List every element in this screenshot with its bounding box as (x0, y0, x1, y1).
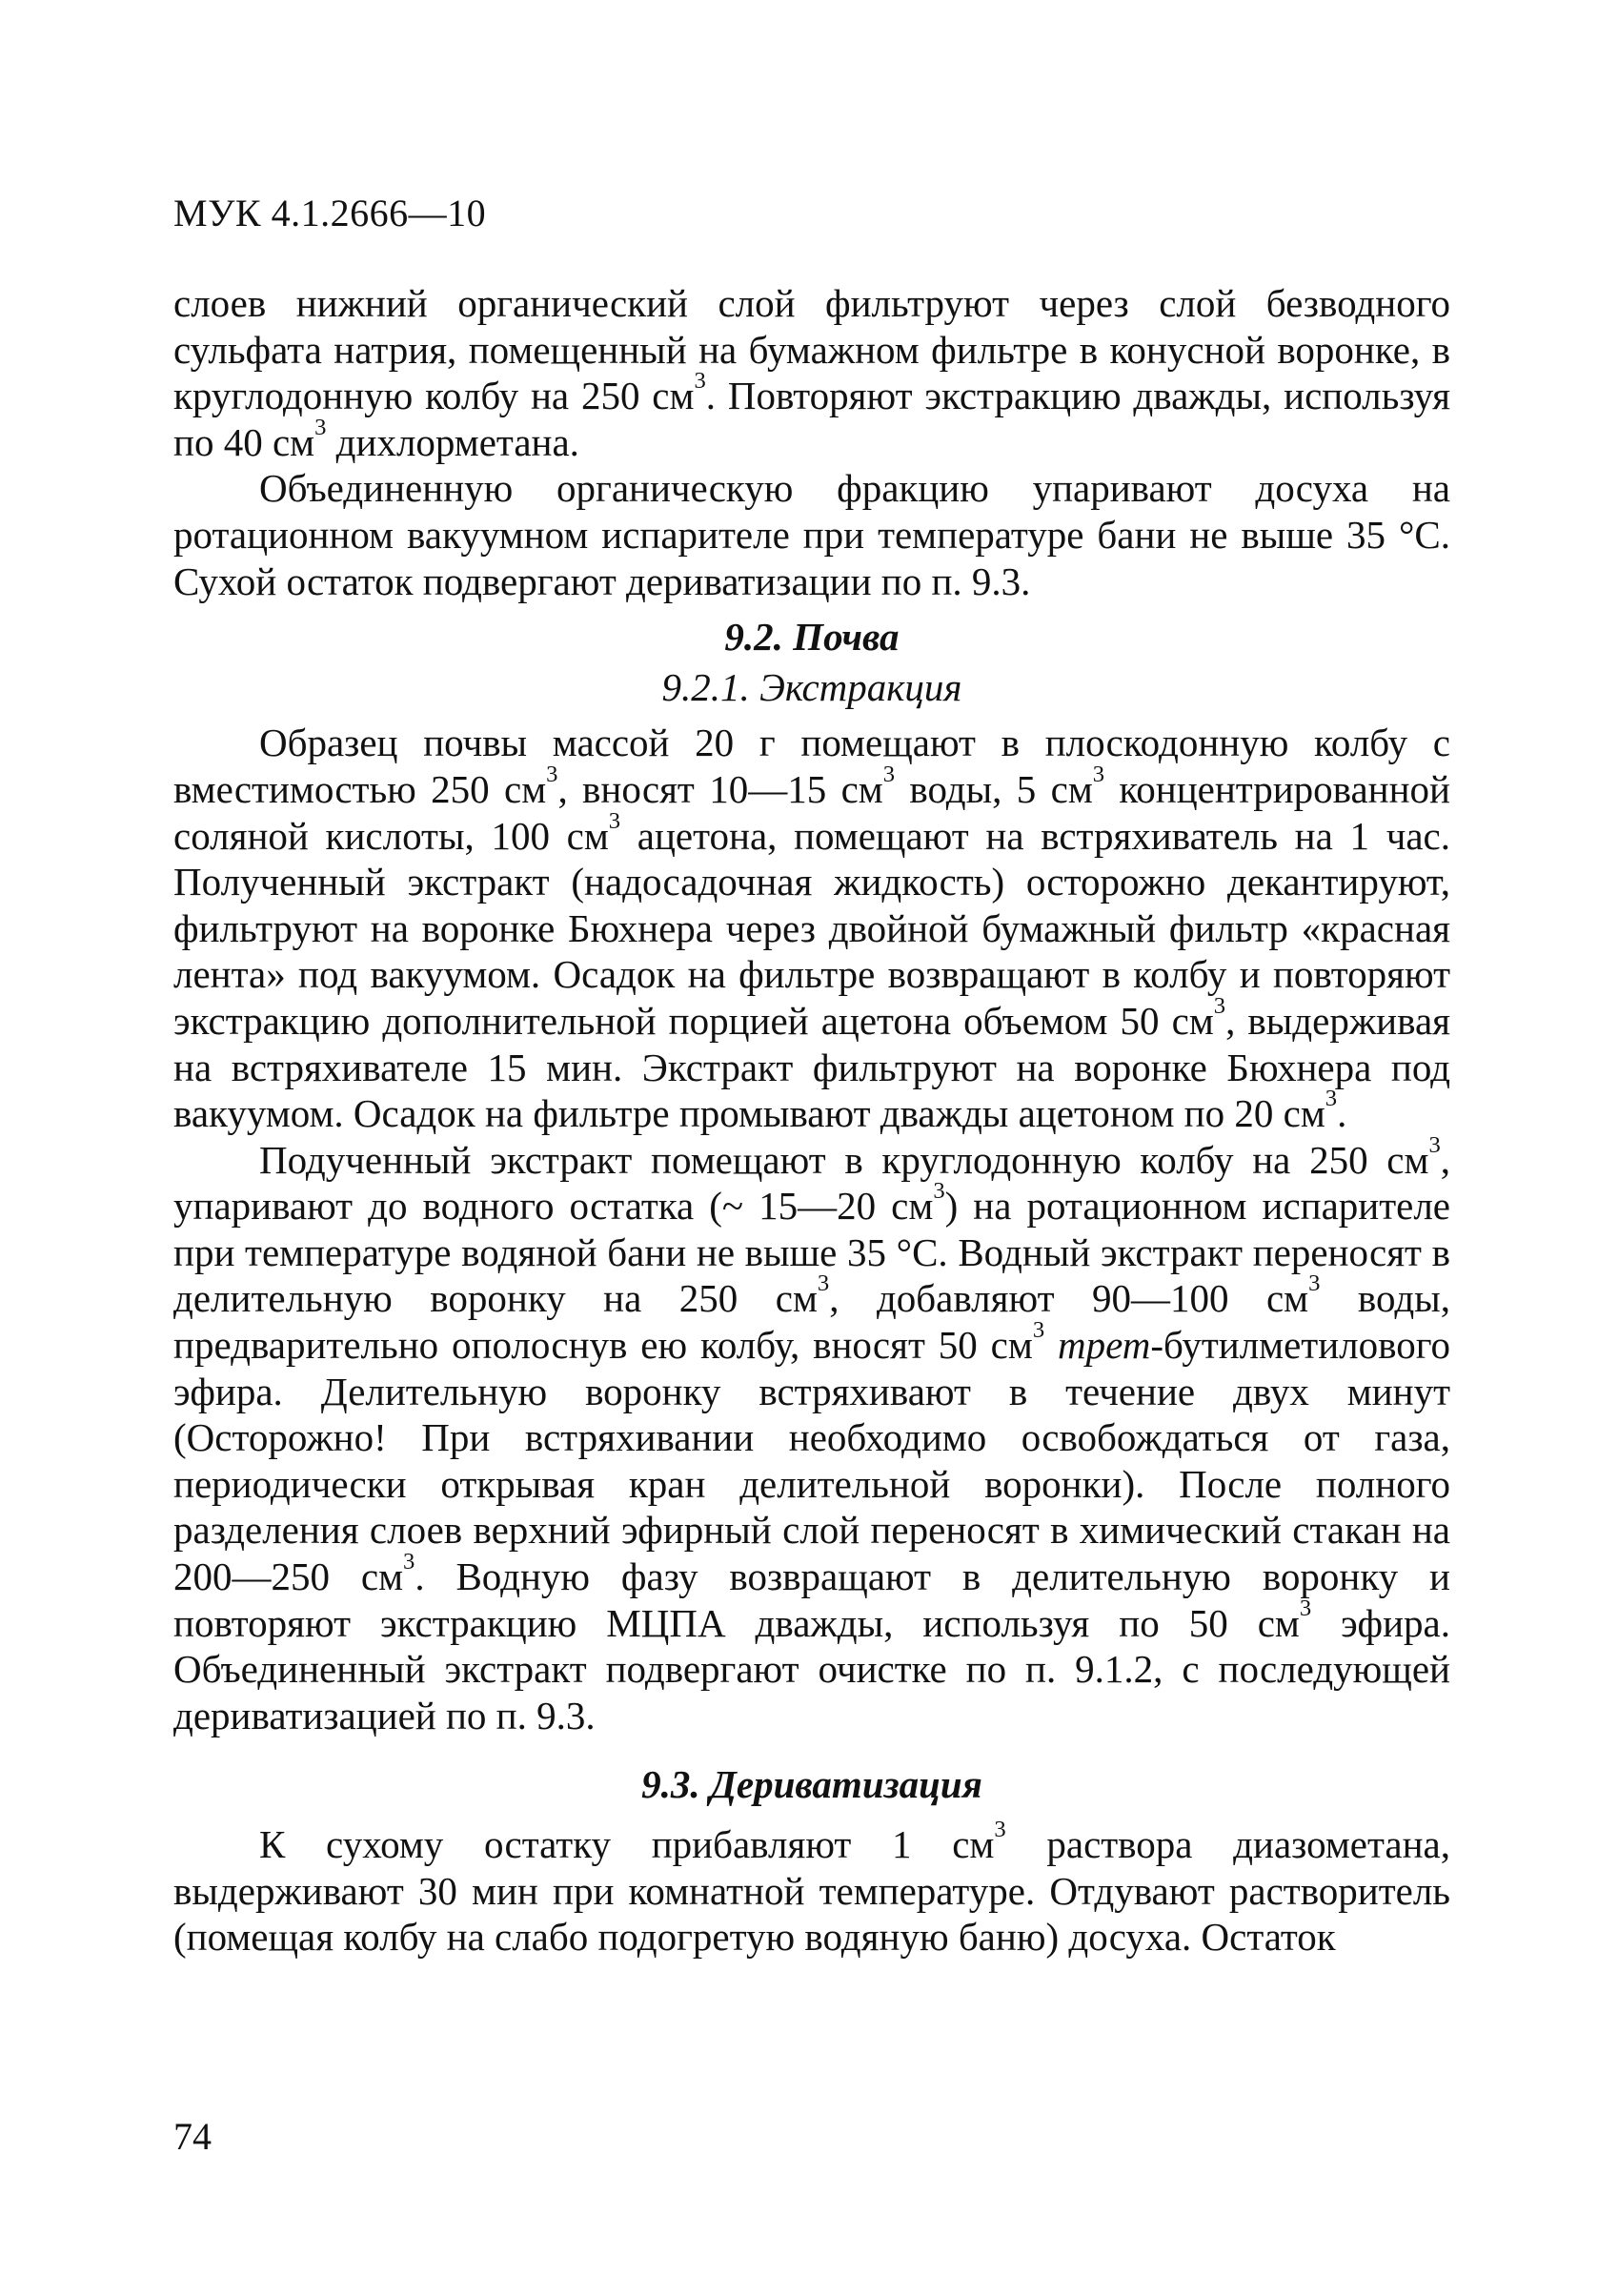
body-text (173, 280, 1450, 1961)
paragraph-soil-sample: Образец почвы массой 20 г помещают в плоскодонную колбу с вместимостью 250 $см^3$, вносят 10—15 $см^3$ воды, 5 $см^3$ концентрированной соляной кислоты, 100 $см^3$ ацетона, помещают на встряхиватель на 1 час. Полученный экстракт (надосадочная жидкость) осторожно декантируют, фильтруют на воронке Бюхнера через двойной бумажный фильтр «красная лента» под вакуумом. Осадок на фильтре возвращают в колбу и повторяют экстракцию дополнительной порцией ацетона объемом 50 $см^3$, выдерживая на встряхивателе 15 мин. Экстракт фильтруют на воронке Бюхнера под вакуумом. Осадок на фильтре промывают дважды ацетоном по 20 $см^3$. (173, 721, 1450, 1136)
paragraph-derivatization: К сухому остатку прибавляют 1 $см^3$ раствора диазометана, выдерживают 30 мин при комнатной температуре. Отдувают растворитель (помещая колбу на слабо подогретую водяную баню) досуха. Остаток (173, 1816, 1450, 1960)
subsection-heading-extraction: 9.2.1. Экстракция (661, 664, 962, 709)
superscript-3: 3 (314, 414, 327, 440)
superscript-3: 3 (694, 368, 706, 395)
paragraph-extract-processing: Подученный экстракт помещают в круглодонную колбу на 250 $см^3$, упаривают до водного остатка (~ 15—20 $см^3$) на ротационном испарителе при температуре водяной бани не выше 35 °С. Водный экстракт переносят в делительную воронку на 250 $см^3$, добавляют 90—100 $см^3$ воды, предварительно ополоснув ею колбу, вносят 50 $см^3$ трет-бутилметилового эфира. Делительную воронку встряхивают в течение двух минут (Осторожно! При встряхивании необходимо освобождаться от газа, периодически открывая кран делительной воронки). После полного разделения слоев верхний эфирный слой переносят в химический стакан на 200—250 $см^3$. Водную фазу возвращают в делительную воронку и повторяют экстракцию МЦПА дважды, используя по 50 $см^3$ эфира. Объединенный экстракт подвергают очистке по п. 9.1.2, с последующей дериватизацией по п. 9.3. (173, 1131, 1450, 1737)
page-number: 74 (173, 2115, 212, 2158)
italic-tert: трет (1058, 1323, 1151, 1368)
paragraph-evaporation: Объединенную органическую фракцию упаривают досуха на ротационном вакуумном испарителе при температуре бани не выше 35 °С. Сухой остаток подвергают дериватизации по п. 9.3. (173, 466, 1450, 603)
section-heading-derivatization: 9.3. Дериватизация (641, 1762, 982, 1807)
document-code-header: МУК 4.1.2666—10 (173, 192, 487, 234)
section-heading-soil: 9.2. Почва (724, 615, 900, 660)
paragraph-continuation: слоев нижний органический слой фильтруют через слой безводного сульфата натрия, помещенный на бумажном фильтре в конусной воронке, в круглодонную колбу на 250 $см^3$. Повторяют экстракцию дважды, используя по 40 $см^3$ дихлорметана. (173, 281, 1450, 464)
